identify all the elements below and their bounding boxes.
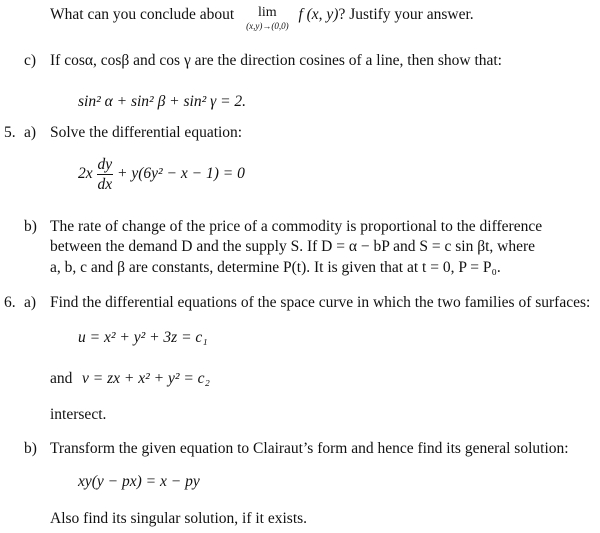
q6b-text: Transform the given equation to Clairaut’s form and hence find its general solution:	[50, 440, 569, 457]
dy-dx-fraction	[97, 157, 114, 192]
q5b-line1: The rate of change of the price of a commodity is proportional to the difference	[50, 218, 543, 235]
q5b-line3: a, b, c and β are constants, determine P(t). It is given that at t = 0, P = P₀.	[50, 259, 501, 276]
q6b-label: b)	[24, 440, 37, 457]
lim-word: lim	[258, 5, 277, 20]
q5b-label: b)	[24, 218, 37, 235]
limit-operator	[246, 6, 288, 31]
fraction-numerator: dy	[97, 156, 113, 173]
q5-number: 5.	[4, 124, 16, 141]
q6a-intersect: intersect.	[50, 406, 107, 423]
q6a-label: a)	[24, 294, 37, 311]
q6a-and: and	[50, 370, 73, 387]
q6b-equation: xy(y − px) = x − py	[78, 473, 200, 490]
q5b-line2: between the demand D and the supply S. If D = α − bP and S = c sin βt, where	[50, 238, 536, 255]
q6a-text: Find the differential equations of the space curve in which the two families of surfaces:	[50, 294, 591, 311]
q6a-equation-u: u = x² + y² + 3z = c₁	[78, 329, 208, 346]
lim-subscript: (x,y)→(0,0)	[246, 21, 289, 31]
intro-text: What can you conclude about	[50, 6, 235, 23]
q5a-equation	[78, 157, 245, 192]
q4c-label: c)	[24, 52, 37, 69]
q5a-label: a)	[24, 124, 37, 141]
intro-line	[50, 6, 474, 31]
q5a-eq-tail: + y(6y² − x − 1) = 0	[117, 165, 245, 183]
function-expr: f (x, y)	[298, 6, 339, 23]
q4c-equation: sin² α + sin² β + sin² γ = 2.	[78, 93, 247, 110]
fraction-denominator: dx	[97, 175, 113, 193]
q6b-tail: Also find its singular solution, if it exists.	[50, 510, 308, 527]
intro-tail: ? Justify your answer.	[338, 6, 474, 23]
q4c-text: If cosα, cosβ and cos γ are the direction cosines of a line, then show that:	[50, 52, 502, 69]
q6-number: 6.	[4, 294, 16, 311]
q5a-eq-lead: 2x	[78, 165, 93, 183]
q6a-equation-v: v = zx + x² + y² = c₂	[82, 370, 210, 387]
q5a-text: Solve the differential equation:	[50, 124, 243, 141]
